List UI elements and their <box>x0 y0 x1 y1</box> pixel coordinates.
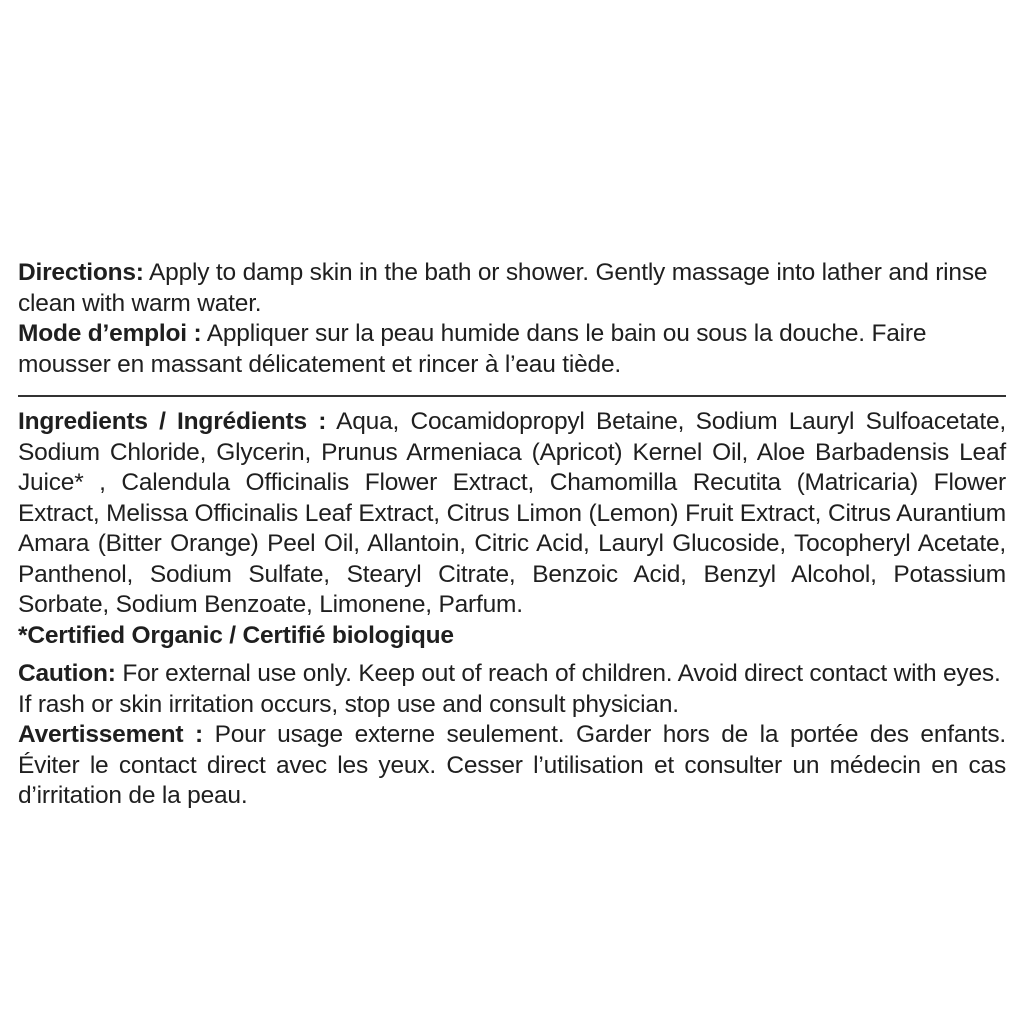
directions-english <box>18 258 1006 319</box>
avertissement-text: Pour usage externe seulement. Garder hors de la portée des enfants. Éviter le contact direct avec les yeux. Cesser l’utilisation et consulter un médecin en cas d’irritation de la peau. <box>18 721 1007 809</box>
directions-french <box>18 319 1006 380</box>
mode-emploi-heading: Mode d’emploi : <box>18 320 202 347</box>
directions-heading: Directions: <box>18 259 144 286</box>
ingredients-text: Aqua, Cocamidopropyl Betaine, Sodium Lauryl Sulfoacetate, Sodium Chloride, Glycerin, Prunus Armeniaca (Apricot) Kernel Oil, Aloe Barbadensis Leaf Juice* , Calendula Officinalis Flower Extract, Chamomilla Recutita (Matricaria) Flower Extract, Melissa Officinalis Leaf Extract, Citrus Limon (Lemon) Fruit Extract, Citrus Aurantium Amara (Bitter Orange) Peel Oil, Allantoin, Citric Acid, Lauryl Glucoside, Tocopheryl Acetate, Panthenol, Sodium Sulfate, Stearyl Citrate, Benzoic Acid, Benzyl Alcohol, Potassium Sorbate, Sodium Benzoate, Limonene, Parfum. <box>18 408 1006 618</box>
ingredients-heading: Ingredients / Ingrédients : <box>18 408 327 435</box>
caution-english <box>18 659 1006 720</box>
mode-emploi-text: Appliquer sur la peau humide dans le bain ou sous la douche. Faire mousser en massant délicatement et rincer à l’eau tiède. <box>18 320 927 378</box>
directions-section <box>18 258 1006 380</box>
section-divider <box>18 395 1006 397</box>
organic-note: *Certified Organic / Certifié biologique <box>18 621 454 649</box>
caution-french <box>18 720 1006 812</box>
product-label <box>18 258 1006 812</box>
caution-text: For external use only. Keep out of reach of children. Avoid direct contact with eyes. If rash or skin irritation occurs, stop use and consult physician. <box>18 660 1001 718</box>
caution-section <box>18 659 1006 812</box>
caution-heading: Caution: <box>18 660 116 687</box>
ingredients-list <box>18 407 1006 621</box>
avertissement-heading: Avertissement : <box>18 721 203 748</box>
ingredients-section <box>18 407 1006 651</box>
directions-text: Apply to damp skin in the bath or shower. Gently massage into lather and rinse clean with warm water. <box>18 259 988 317</box>
section-gap <box>18 651 1006 659</box>
